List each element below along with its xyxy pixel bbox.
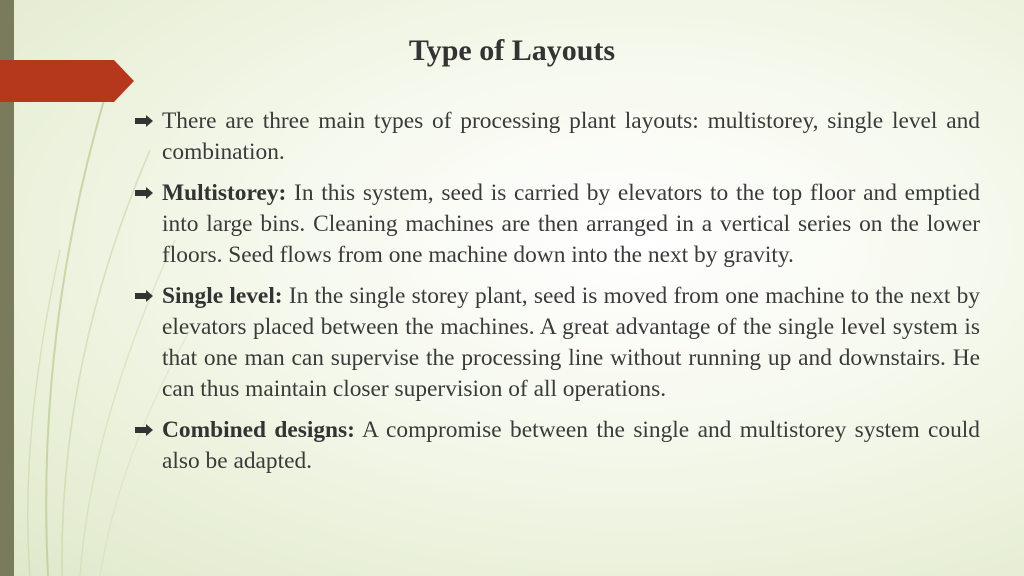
bullet-lead: Multistorey: [162,180,287,206]
bullet-text: In this system, seed is carried by elevators to the top floor and emptied into large bins. Cleaning machines are then arranged in a vertical series on the lower floors. Seed flows from one machine down into the next by gravity. [162,180,980,268]
arrow-bullet-icon [134,115,154,127]
arrow-bullet-icon [134,187,154,199]
arrow-bullet-icon [134,424,154,436]
bullet-text: In the single storey plant, seed is moved from one machine to the next by elevators placed between the machines. A great advantage of the single level system is that one man can supervise the processing line without running up and downstairs. He can thus maintain closer supervision of all operations. [162,283,980,402]
bullet-text: A compromise between the single and multistorey system could also be adapted. [162,417,980,474]
bullet-item-multistorey [132,178,980,271]
bullet-lead: Combined designs: [162,417,355,443]
bullet-text: There are three main types of processing plant layouts: multistorey, single level and combination. [162,108,980,165]
arrow-bullet-icon [134,290,154,302]
slide-title: Type of Layouts [408,34,616,67]
bullet-item-intro [132,106,980,168]
bullet-list [132,106,980,487]
bullet-item-combined-designs [132,415,980,477]
bullet-item-single-level [132,281,980,405]
bullet-lead: Single level: [162,283,283,309]
